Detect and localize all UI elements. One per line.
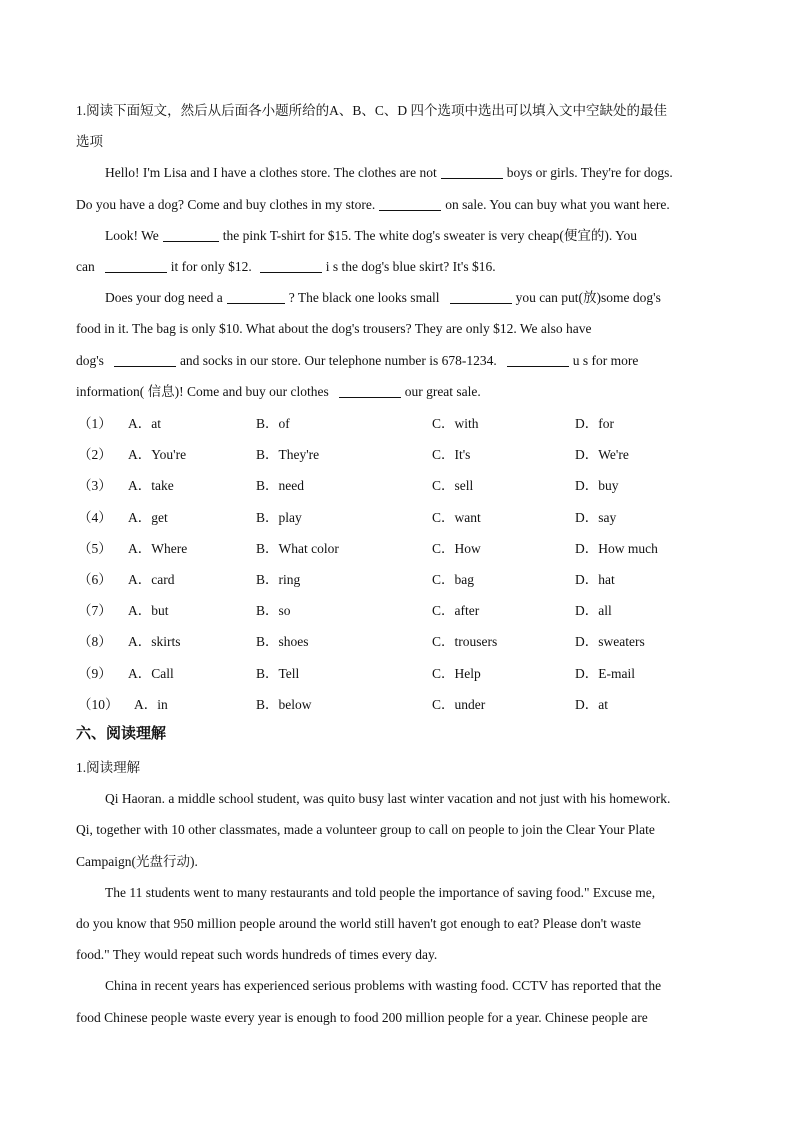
passage-line: Campaign(光盘行动). (76, 853, 198, 869)
option-a[interactable]: A．but (128, 603, 169, 619)
option-a[interactable]: A．Where (128, 540, 188, 556)
question-number: （4） (78, 509, 112, 525)
answer-blank-3 (163, 227, 219, 242)
answer-blank-9 (507, 352, 569, 367)
passage-line: The 11 students went to many restaurants and told people the importance of saving food." Excuse me, (105, 884, 656, 900)
option-b[interactable]: B．of (256, 416, 290, 431)
answer-blank-8 (114, 352, 176, 367)
question-row (78, 408, 728, 439)
answer-blank-6 (227, 289, 285, 304)
option-b[interactable]: B．They're (256, 447, 320, 463)
answer-blank-4 (105, 258, 167, 273)
option-c[interactable]: C．Help (432, 665, 481, 681)
option-c[interactable]: C．want (432, 509, 481, 525)
option-b[interactable]: B．ring (256, 571, 301, 587)
instruction-line: 1.阅读下面短文，然后从后面各小题所给的A、B、C、D 四个选项中选出可以填入文中空缺处的最佳 (76, 103, 668, 118)
answer-blank-1 (441, 164, 503, 179)
question-row (78, 658, 728, 689)
passage-line: Look! We the pink T-shirt for $15. The white dog's sweater is very cheap(便宜的). You (105, 227, 638, 243)
option-b[interactable]: B．shoes (256, 634, 309, 650)
option-d[interactable]: D．buy (575, 478, 619, 494)
option-b[interactable]: B．need (256, 478, 304, 494)
question-row (78, 689, 728, 720)
option-d[interactable]: D．How much (575, 540, 658, 556)
question-row (78, 439, 728, 470)
question-number: （8） (78, 634, 112, 650)
option-c[interactable]: C．How (432, 540, 481, 556)
option-b[interactable]: B．Tell (256, 665, 300, 681)
option-a[interactable]: A．You're (128, 447, 187, 463)
passage-line: Does your dog need a ? The black one looks small you can put(放)some dog's (105, 290, 661, 306)
question-number: （10） (78, 696, 119, 712)
option-b[interactable]: B．so (256, 603, 291, 619)
option-a[interactable]: A．card (128, 571, 175, 587)
question-row (78, 626, 728, 657)
option-d[interactable]: D．say (575, 509, 617, 525)
answer-blank-2 (379, 196, 441, 211)
option-a[interactable]: A．at (128, 416, 161, 431)
answer-options (78, 408, 728, 720)
passage-line: can it for only $12. i s the dog's blue skirt? It's $16. (76, 258, 496, 274)
question-row (78, 564, 728, 595)
option-d[interactable]: D．at (575, 696, 608, 712)
option-b[interactable]: B．play (256, 509, 302, 525)
cloze-passage (76, 95, 726, 407)
passage-line: China in recent years has experienced serious problems with wasting food. CCTV has reported that the (105, 978, 662, 994)
option-a[interactable]: A．Call (128, 665, 174, 681)
option-b[interactable]: B．What color (256, 540, 339, 556)
option-c[interactable]: C．It's (432, 447, 471, 463)
question-number: （7） (78, 603, 112, 619)
option-c[interactable]: C．under (432, 696, 486, 712)
passage-line: Qi Haoran. a middle school student, was quito busy last winter vacation and not just with his homework. (105, 791, 671, 807)
option-c[interactable]: C．after (432, 603, 480, 619)
option-a[interactable]: A．in (134, 696, 168, 712)
option-a[interactable]: A．get (128, 509, 168, 525)
option-d[interactable]: D．for (575, 416, 614, 431)
option-c[interactable]: C．sell (432, 478, 474, 494)
section-heading: 六、阅读理解 (76, 724, 167, 742)
question-number: （3） (78, 478, 112, 494)
passage-line: dog's and socks in our store. Our telephone number is 678-1234. u s for more (76, 352, 639, 368)
question-number: （1） (78, 416, 112, 431)
question-row (78, 595, 728, 626)
passage-line: Do you have a dog? Come and buy clothes in my store. on sale. You can buy what you want here. (76, 196, 670, 212)
option-c[interactable]: C．with (432, 416, 479, 431)
passage-line: food Chinese people waste every year is enough to food 200 million people for a year. Chinese people are (76, 1009, 648, 1025)
answer-blank-7 (450, 289, 512, 304)
question-row (78, 502, 728, 533)
option-c[interactable]: C．bag (432, 571, 474, 587)
question-row (78, 470, 728, 501)
option-d[interactable]: D．all (575, 603, 612, 619)
passage-line: food." They would repeat such words hundreds of times every day. (76, 947, 438, 963)
question-number: （2） (78, 447, 112, 463)
answer-blank-10 (339, 383, 401, 398)
reading-subheading: 1.阅读理解 (76, 760, 141, 775)
question-number: （5） (78, 540, 112, 556)
option-d[interactable]: D．We're (575, 447, 629, 463)
passage-line: food in it. The bag is only $10. What about the dog's trousers? They are only $12. We also have (76, 321, 592, 337)
option-d[interactable]: D．sweaters (575, 634, 645, 650)
passage-line: do you know that 950 million people around the world still haven't got enough to eat? Please don't waste (76, 915, 642, 931)
option-a[interactable]: A．skirts (128, 634, 181, 650)
question-row (78, 533, 728, 564)
option-a[interactable]: A．take (128, 478, 174, 494)
reading-passage (76, 752, 726, 1033)
answer-blank-5 (260, 258, 322, 273)
passage-line: Qi, together with 10 other classmates, made a volunteer group to call on people to join the Clear Your Plate (76, 822, 655, 838)
instruction-line: 选项 (76, 134, 103, 150)
option-d[interactable]: D．E-mail (575, 665, 635, 681)
option-d[interactable]: D．hat (575, 571, 615, 587)
passage-line: information( 信息)! Come and buy our clothes our great sale. (76, 383, 481, 399)
question-number: （9） (78, 665, 112, 681)
passage-line: Hello! I'm Lisa and I have a clothes store. The clothes are not boys or girls. They're for dogs. (105, 165, 673, 181)
question-number: （6） (78, 571, 112, 587)
option-c[interactable]: C．trousers (432, 634, 498, 650)
option-b[interactable]: B．below (256, 696, 312, 712)
